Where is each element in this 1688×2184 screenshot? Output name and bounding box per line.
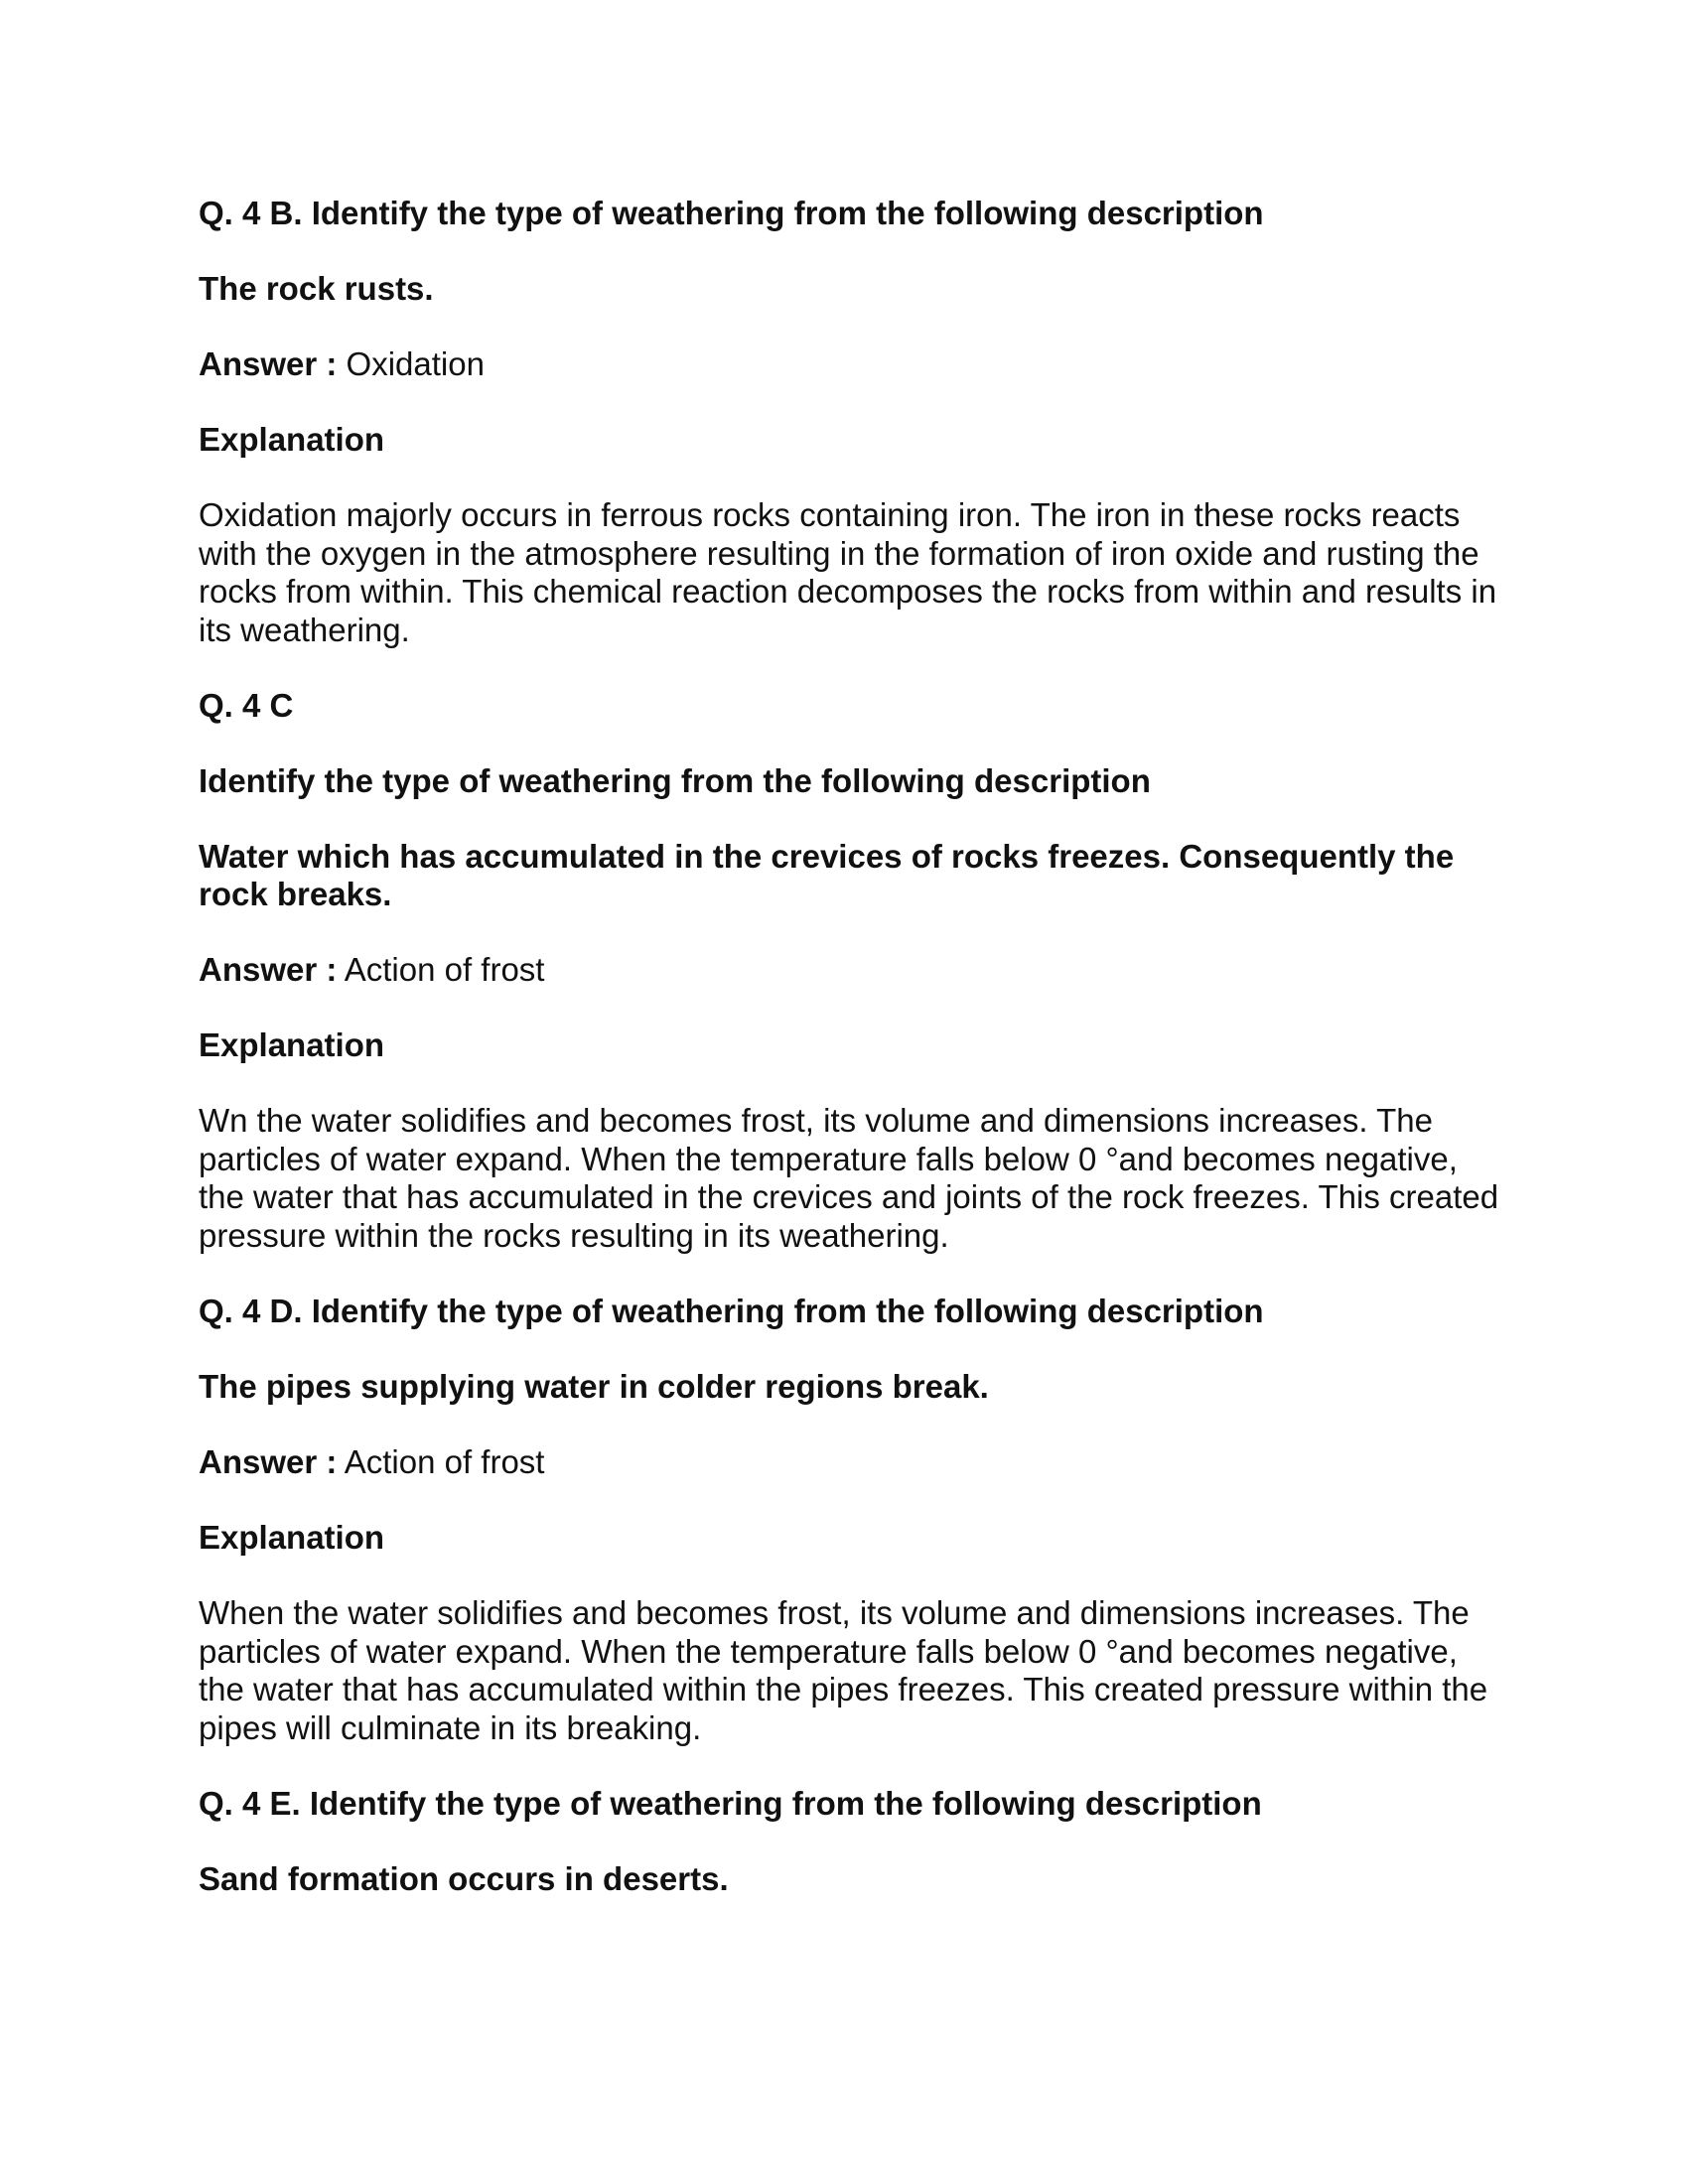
question-4c-explanation-heading: Explanation — [199, 1026, 385, 1063]
question-4b-title: Q. 4 B. Identify the type of weathering from the following description — [199, 195, 1264, 231]
question-4d-description: The pipes supplying water in colder regions break. — [199, 1368, 989, 1405]
question-4c-answer — [199, 951, 1509, 989]
question-4e-title: Q. 4 E. Identify the type of weathering from the following description — [199, 1785, 1262, 1822]
answer-value: Action of frost — [337, 1443, 545, 1480]
question-4c-description: Water which has accumulated in the crevices of rocks freezes. Consequently the rock breaks. — [199, 838, 1455, 912]
question-4c-prompt: Identify the type of weathering from the following description — [199, 762, 1151, 799]
question-4c-explanation: Wn the water solidifies and becomes frost, its volume and dimensions increases. The particles of water expand. When the temperature falls below 0 °and becomes negative, the water that has accumulated in the crevices and joints of the rock freezes. This created pressure within the rocks resulting in its weathering. — [199, 1102, 1499, 1254]
question-4d-answer — [199, 1443, 1509, 1481]
question-4b-description: The rock rusts. — [199, 270, 434, 307]
question-4d-title: Q. 4 D. Identify the type of weathering from the following description — [199, 1293, 1264, 1329]
question-4d-explanation-heading: Explanation — [199, 1519, 385, 1556]
answer-value: Action of frost — [337, 951, 545, 988]
question-4d-explanation: When the water solidifies and becomes frost, its volume and dimensions increases. The particles of water expand. When the temperature falls below 0 °and becomes negative, the water that has accumulated within the pipes freezes. This created pressure within the pipes will culminate in its breaking. — [199, 1594, 1488, 1746]
question-4b-explanation-heading: Explanation — [199, 421, 385, 458]
question-4b-explanation: Oxidation majorly occurs in ferrous rocks containing iron. The iron in these rocks reacts with the oxygen in the atmosphere resulting in the formation of iron oxide and rusting the rocks from within. This chemical reaction decomposes the rocks from within and results in its weathering. — [199, 496, 1497, 648]
answer-label: Answer : — [199, 951, 338, 988]
question-4e-description: Sand formation occurs in deserts. — [199, 1860, 729, 1897]
document-page — [199, 195, 1509, 1936]
answer-value: Oxidation — [337, 345, 485, 382]
question-4c-title: Q. 4 C — [199, 687, 294, 724]
answer-label: Answer : — [199, 345, 338, 382]
question-4b-answer — [199, 345, 1509, 383]
answer-label: Answer : — [199, 1443, 338, 1480]
